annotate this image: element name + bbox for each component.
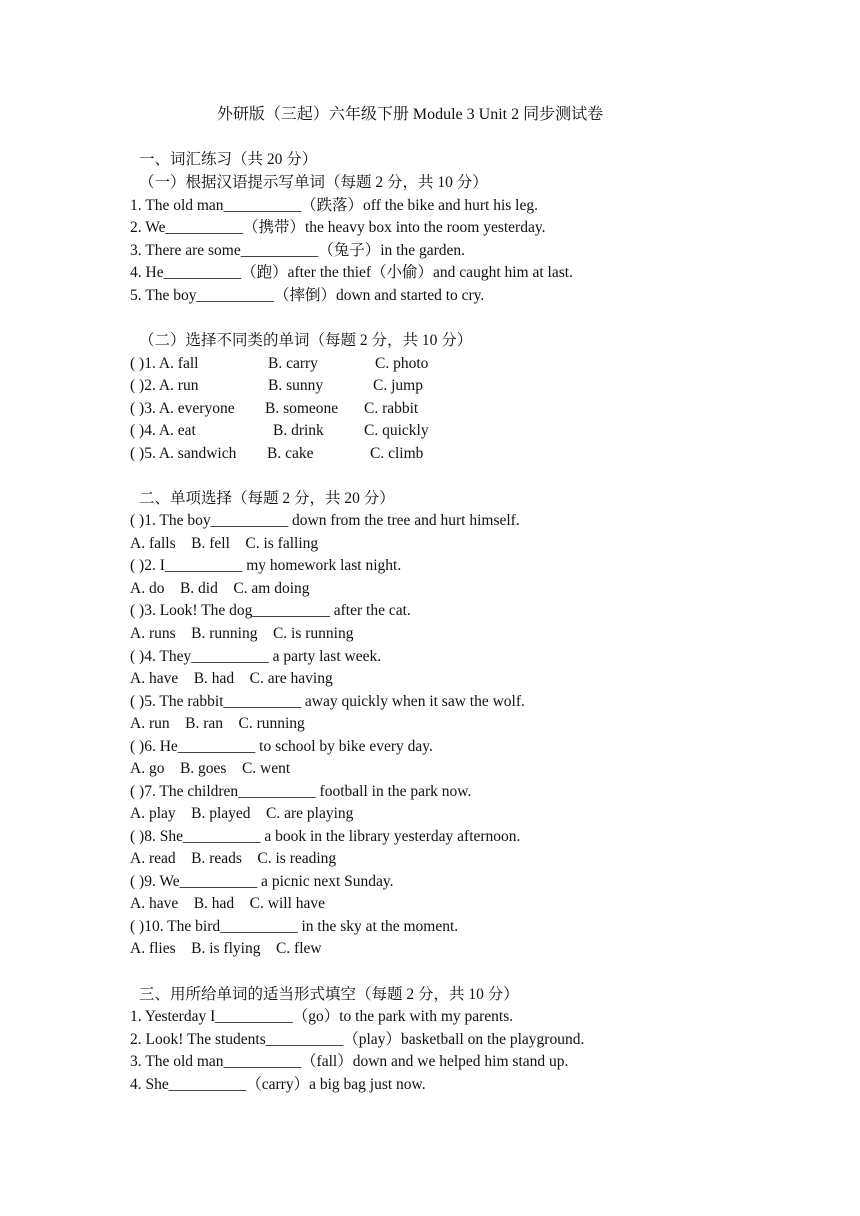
fill-in-item: 2. Look! The students__________（play）basketball on the playground.: [130, 1031, 585, 1048]
mc-question: ( )7. The children__________ football in the park now.: [130, 783, 472, 800]
mc-options: A. flies B. is flying C. flew: [130, 940, 322, 957]
odd-one-out-option-b: B. cake: [267, 445, 314, 462]
odd-one-out-option-c: C. rabbit: [364, 400, 419, 417]
odd-one-out-option-a: ( )3. A. everyone: [130, 400, 235, 417]
section1-heading: 一、词汇练习（共 20 分）: [139, 151, 318, 168]
odd-one-out-option-b: B. someone: [265, 400, 339, 417]
mc-question: ( )6. He__________ to school by bike every day.: [130, 738, 433, 755]
mc-options: A. do B. did C. am doing: [130, 580, 310, 597]
odd-one-out-option-c: C. climb: [370, 445, 424, 462]
odd-one-out-option-a: ( )1. A. fall: [130, 355, 199, 372]
mc-question: ( )3. Look! The dog__________ after the cat.: [130, 602, 411, 619]
vocab-item: 5. The boy__________（摔倒）down and started to cry.: [130, 287, 485, 304]
page-title: 外研版（三起）六年级下册 Module 3 Unit 2 同步测试卷: [216, 106, 604, 123]
mc-options: A. read B. reads C. is reading: [130, 850, 337, 867]
fill-in-item: 3. The old man__________（fall）down and we helped him stand up.: [130, 1053, 569, 1070]
mc-question: ( )1. The boy__________ down from the tree and hurt himself.: [130, 512, 520, 529]
mc-options: A. go B. goes C. went: [130, 760, 291, 777]
section2-heading: 二、单项选择（每题 2 分，共 20 分）: [139, 490, 395, 507]
mc-question: ( )10. The bird__________ in the sky at the moment.: [130, 918, 459, 935]
section1-part2-heading: （二）选择不同类的单词（每题 2 分，共 10 分）: [139, 332, 473, 349]
odd-one-out-option-c: C. quickly: [364, 422, 429, 439]
odd-one-out-option-b: B. carry: [268, 355, 318, 372]
odd-one-out-option-c: C. photo: [375, 355, 429, 372]
mc-options: A. runs B. running C. is running: [130, 625, 354, 642]
mc-options: A. have B. had C. will have: [130, 895, 326, 912]
odd-one-out-option-a: ( )2. A. run: [130, 377, 199, 394]
section3-heading: 三、用所给单词的适当形式填空（每题 2 分，共 10 分）: [139, 986, 519, 1003]
vocab-item: 3. There are some__________（兔子）in the garden.: [130, 242, 466, 259]
odd-one-out-option-c: C. jump: [373, 377, 423, 394]
fill-in-item: 4. She__________（carry）a big bag just now.: [130, 1076, 426, 1093]
vocab-item: 4. He__________（跑）after the thief（小偷）and caught him at last.: [130, 264, 573, 281]
mc-question: ( )2. I__________ my homework last night.: [130, 557, 402, 574]
vocab-item: 2. We__________（携带）the heavy box into the room yesterday.: [130, 219, 546, 236]
section1-part1-heading: （一）根据汉语提示写单词（每题 2 分，共 10 分）: [139, 174, 488, 191]
mc-options: A. have B. had C. are having: [130, 670, 333, 687]
odd-one-out-option-a: ( )5. A. sandwich: [130, 445, 237, 462]
mc-question: ( )4. They__________ a party last week.: [130, 648, 382, 665]
mc-question: ( )8. She__________ a book in the library yesterday afternoon.: [130, 828, 521, 845]
mc-options: A. run B. ran C. running: [130, 715, 305, 732]
odd-one-out-option-b: B. sunny: [268, 377, 324, 394]
mc-options: A. falls B. fell C. is falling: [130, 535, 319, 552]
odd-one-out-option-a: ( )4. A. eat: [130, 422, 196, 439]
fill-in-item: 1. Yesterday I__________（go）to the park with my parents.: [130, 1008, 514, 1025]
mc-question: ( )9. We__________ a picnic next Sunday.: [130, 873, 394, 890]
odd-one-out-option-b: B. drink: [273, 422, 324, 439]
vocab-item: 1. The old man__________（跌落）off the bike and hurt his leg.: [130, 197, 538, 214]
mc-options: A. play B. played C. are playing: [130, 805, 354, 822]
mc-question: ( )5. The rabbit__________ away quickly when it saw the wolf.: [130, 693, 525, 710]
